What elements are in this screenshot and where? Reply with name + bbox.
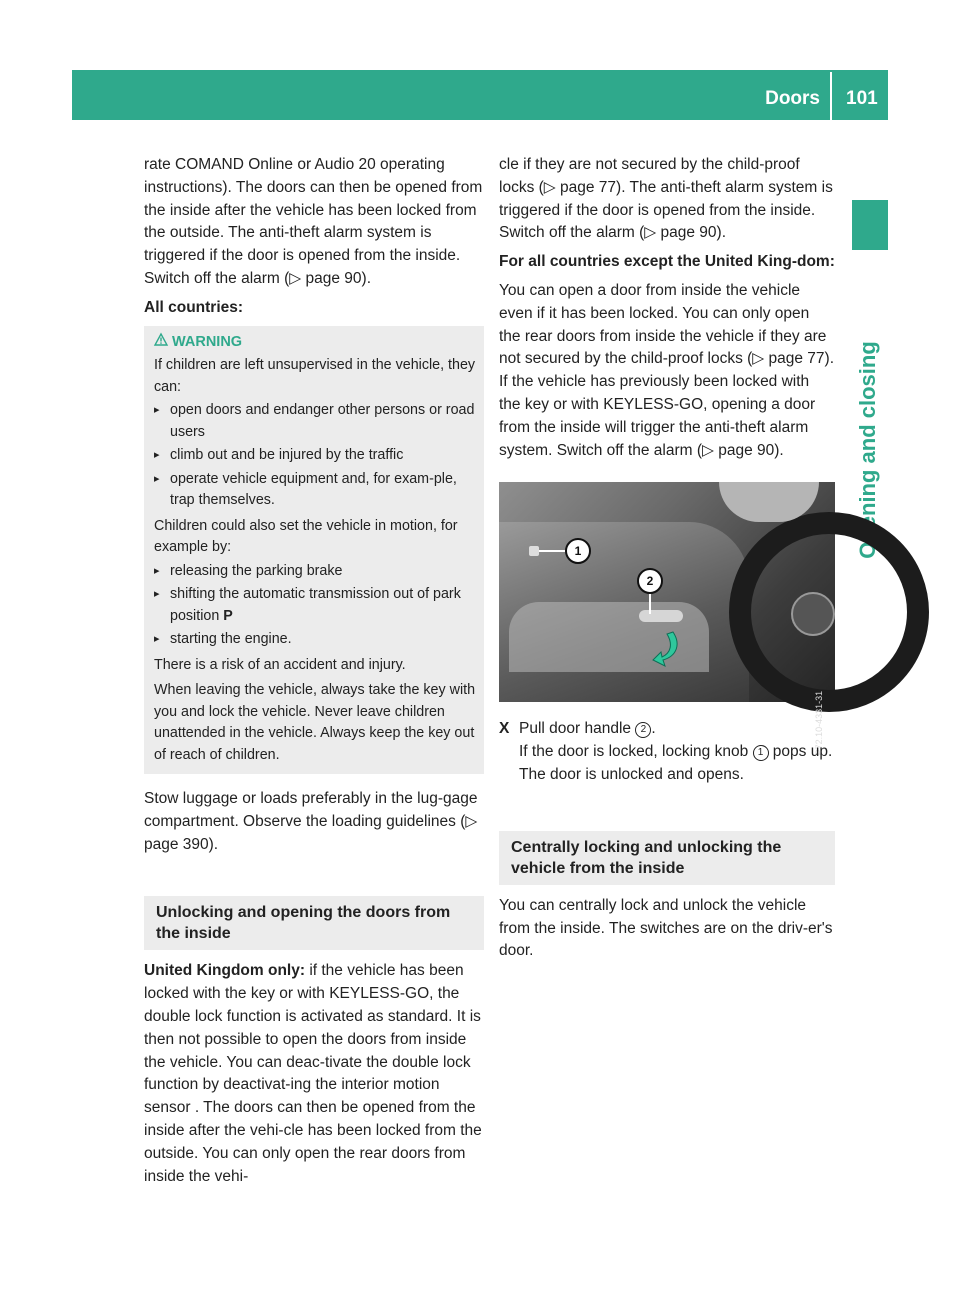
instruction-step: X Pull door handle 2 . If the door is locked, locking knob 1 pops up. The door is unlocked and opens. [499,720,833,783]
locking-knob [529,546,539,556]
warning-title: WARNING [172,333,243,350]
park-letter: P [223,607,233,624]
warning-intro: If children are left unsupervised in the vehicle, they can: [154,357,476,395]
except-uk-paragraph: You can open a door from inside the vehicle even if it has been locked. You can only open the rear doors from inside the vehicle if they are not secured by the child-proof locks (▷ page 77). If the vehicle has previously been locked with the key or with KEYLESS-GO, opening a door from the inside will trigger the anti-theft alarm system. Switch off the alarm (▷ page 90). [499,281,835,459]
callout-2: 2 [637,568,663,594]
warning-triangle-icon [154,332,172,354]
callout-ref-1: 1 [753,745,769,761]
callout-ref-2: 2 [635,722,651,738]
warning-middle: Children could also set the vehicle in motion, for example by: [154,517,458,556]
list-item: ▸ climb out and be injured by the traffic [154,445,476,467]
all-countries-label: All countries: [144,298,244,316]
list-item: ▸ starting the engine. [154,629,476,651]
except-uk-heading: For all countries except the United King-dom: [499,253,835,271]
callout-line-1 [539,550,565,552]
callout-1: 1 [565,538,591,564]
header-divider [830,72,832,120]
list-item: ▸ operate vehicle equipment and, for exam-ple, trap themselves. [154,469,476,512]
warning-bullets-2 [154,561,476,651]
continuation-paragraph: cle if they are not secured by the child-proof locks (▷ page 77). The anti-theft alarm system is triggered if the door is opened from the inside. Switch off the alarm (▷ page 90). [499,156,833,242]
left-column [144,154,484,1194]
list-item: ▸ releasing the parking brake [154,561,476,583]
list-item: ▸ open doors and endanger other persons or road users [154,400,476,443]
uk-label: United Kingdom only: [144,962,306,980]
side-block [852,200,888,250]
section-heading-unlocking: Unlocking and opening the doors from the inside [144,896,484,950]
warning-bullets-1 [154,400,476,512]
door-handle [639,610,683,622]
figure-code: P72.10-4331-31 [814,690,825,755]
stow-paragraph: Stow luggage or loads preferably in the lug-gage compartment. Observe the loading guidelines (▷ page 390). [144,790,478,853]
step-marker-icon: X [499,720,510,738]
uk-paragraph: United Kingdom only: if the vehicle has been locked with the key or with KEYLESS-GO, the double lock function is activated as standard. It is then not possible to open the doors from inside the vehicle. You can deac-tivate the double lock function by deactivat-ing the interior motion sensor . The doors can then be opened from the inside after the vehi-cle has been locked from the outside. You can only open the rear doors from inside the vehi- [144,962,482,1185]
pull-arrow-icon [651,630,685,678]
warning-risk: There is a risk of an accident and injury. [154,656,406,673]
right-column [499,154,835,969]
section-title: Doors [765,88,820,109]
section-heading-central-locking: Centrally locking and unlocking the vehicle from the inside [499,831,835,885]
list-item: ▸ shifting the automatic transmission out of park position P [154,584,476,627]
central-locking-paragraph: You can centrally lock and unlock the vehicle from the inside. The switches are on the driv-er's door. [499,896,833,960]
warning-advice: When leaving the vehicle, always take the key with you and lock the vehicle. Never leave children unattended in the vehicle. Always keep the key out of reach of children. [154,682,476,763]
chapter-tab-label: Opening and closing [855,341,880,559]
warning-box [144,326,484,775]
warning-header [154,332,476,354]
intro-paragraph: rate COMAND Online or Audio 20 operating instructions). The doors can then be opened from the inside after the vehicle has been locked from the outside. The anti-theft alarm system is triggered if the door is opened from the inside. Switch off the alarm (▷ page 90). [144,156,483,287]
page-number: 101 [846,88,878,109]
